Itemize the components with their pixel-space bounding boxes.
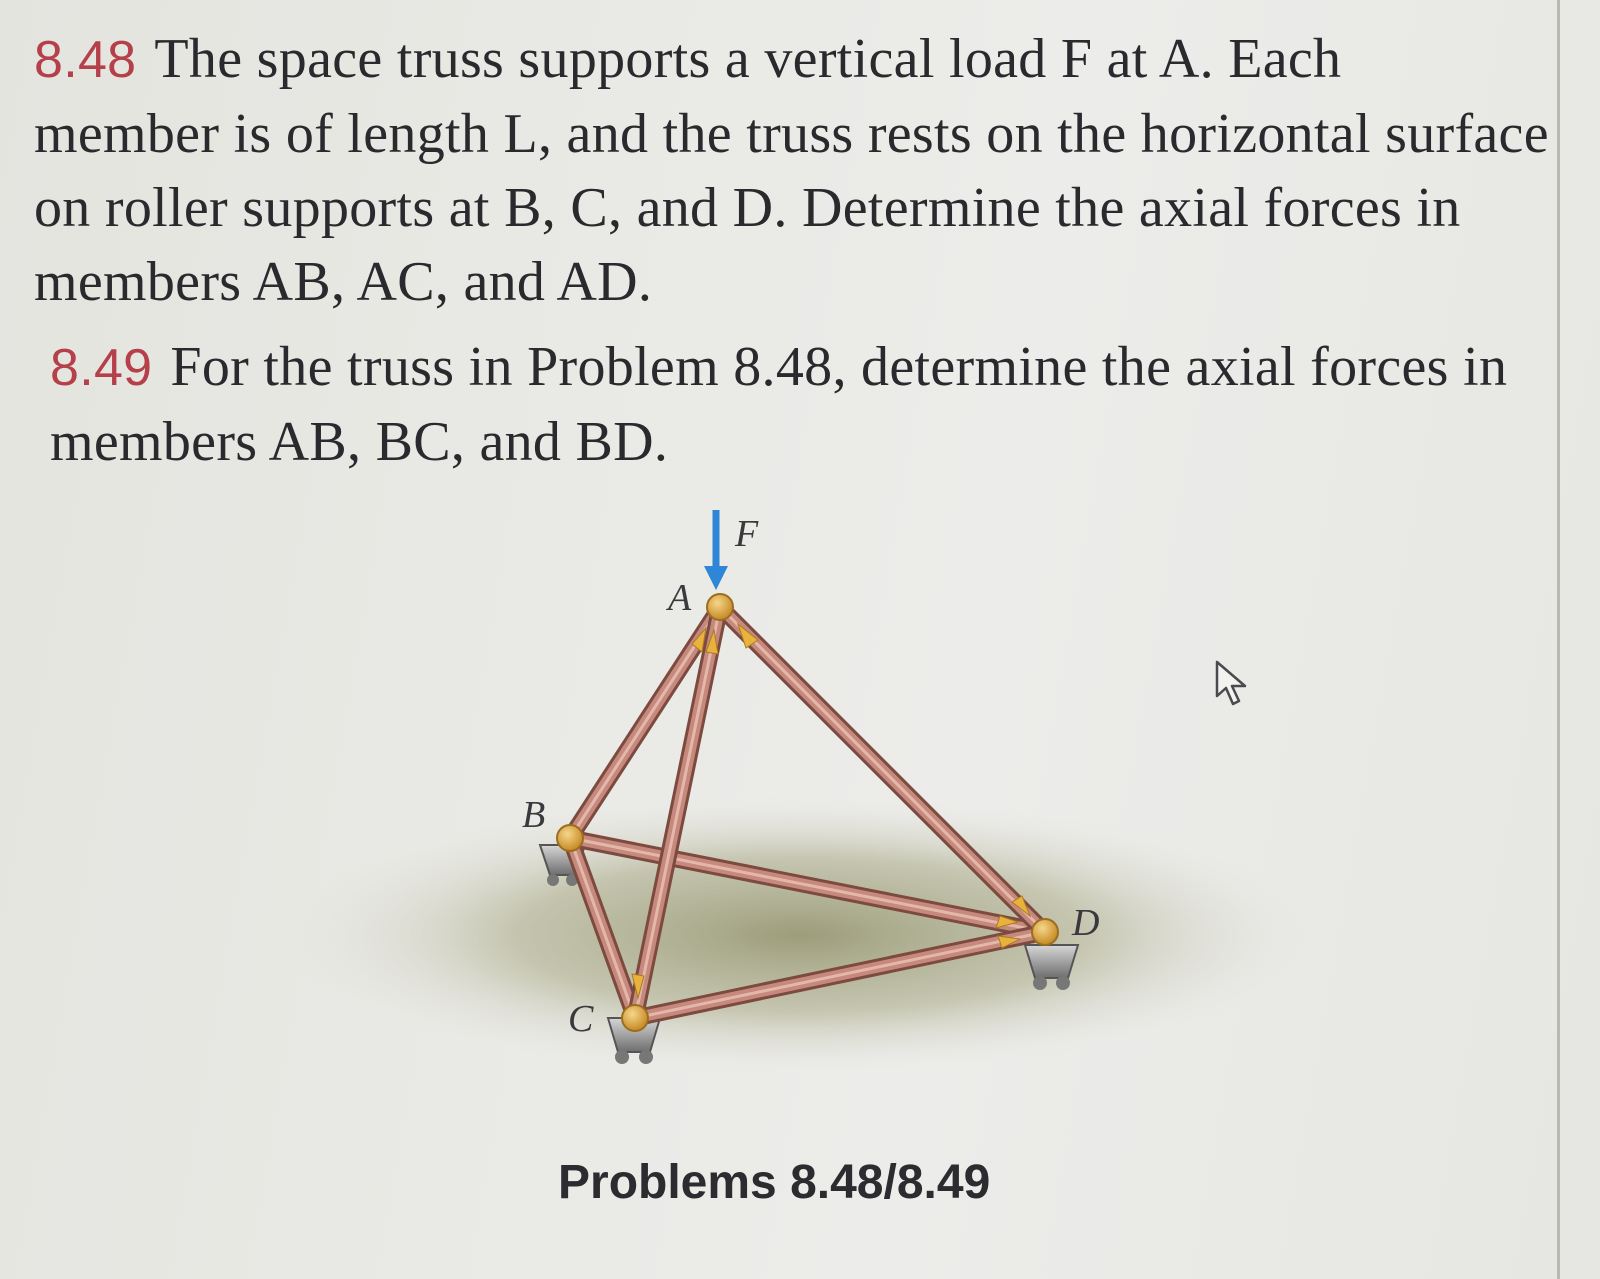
node-label-c: C [568,998,594,1040]
load-arrow-f [704,510,728,590]
joint-c [622,1005,648,1031]
problem-8-48-line4: members AB, AC, and AD. [34,251,653,313]
joint-b [557,825,583,851]
joint-d [1032,919,1058,945]
node-label-b: B [522,794,546,836]
figure-caption: Problems 8.48/8.49 [558,1156,991,1209]
problem-8-48-line2: member is of length L, and the truss rests on the horizontal surface [34,103,1549,165]
joint-a [707,594,733,620]
problem-number: 8.49 [50,339,153,397]
mouse-pointer-icon [1215,660,1255,712]
ground-shadow [280,795,1320,1075]
load-label-f: F [735,513,759,555]
problem-number: 8.48 [34,31,137,89]
node-label-d: D [1072,902,1100,944]
problem-8-48-line1: 8.48 The space truss supports a vertical load F at A. Each [34,28,1342,90]
problem-8-48-line3: on roller supports at B, C, and D. Determine the axial forces in [34,177,1461,239]
problem-8-49-line1: 8.49 For the truss in Problem 8.48, determine the axial forces in [50,336,1508,398]
problem-8-49-line2: members AB, BC, and BD. [50,411,669,473]
node-label-a: A [668,577,692,619]
